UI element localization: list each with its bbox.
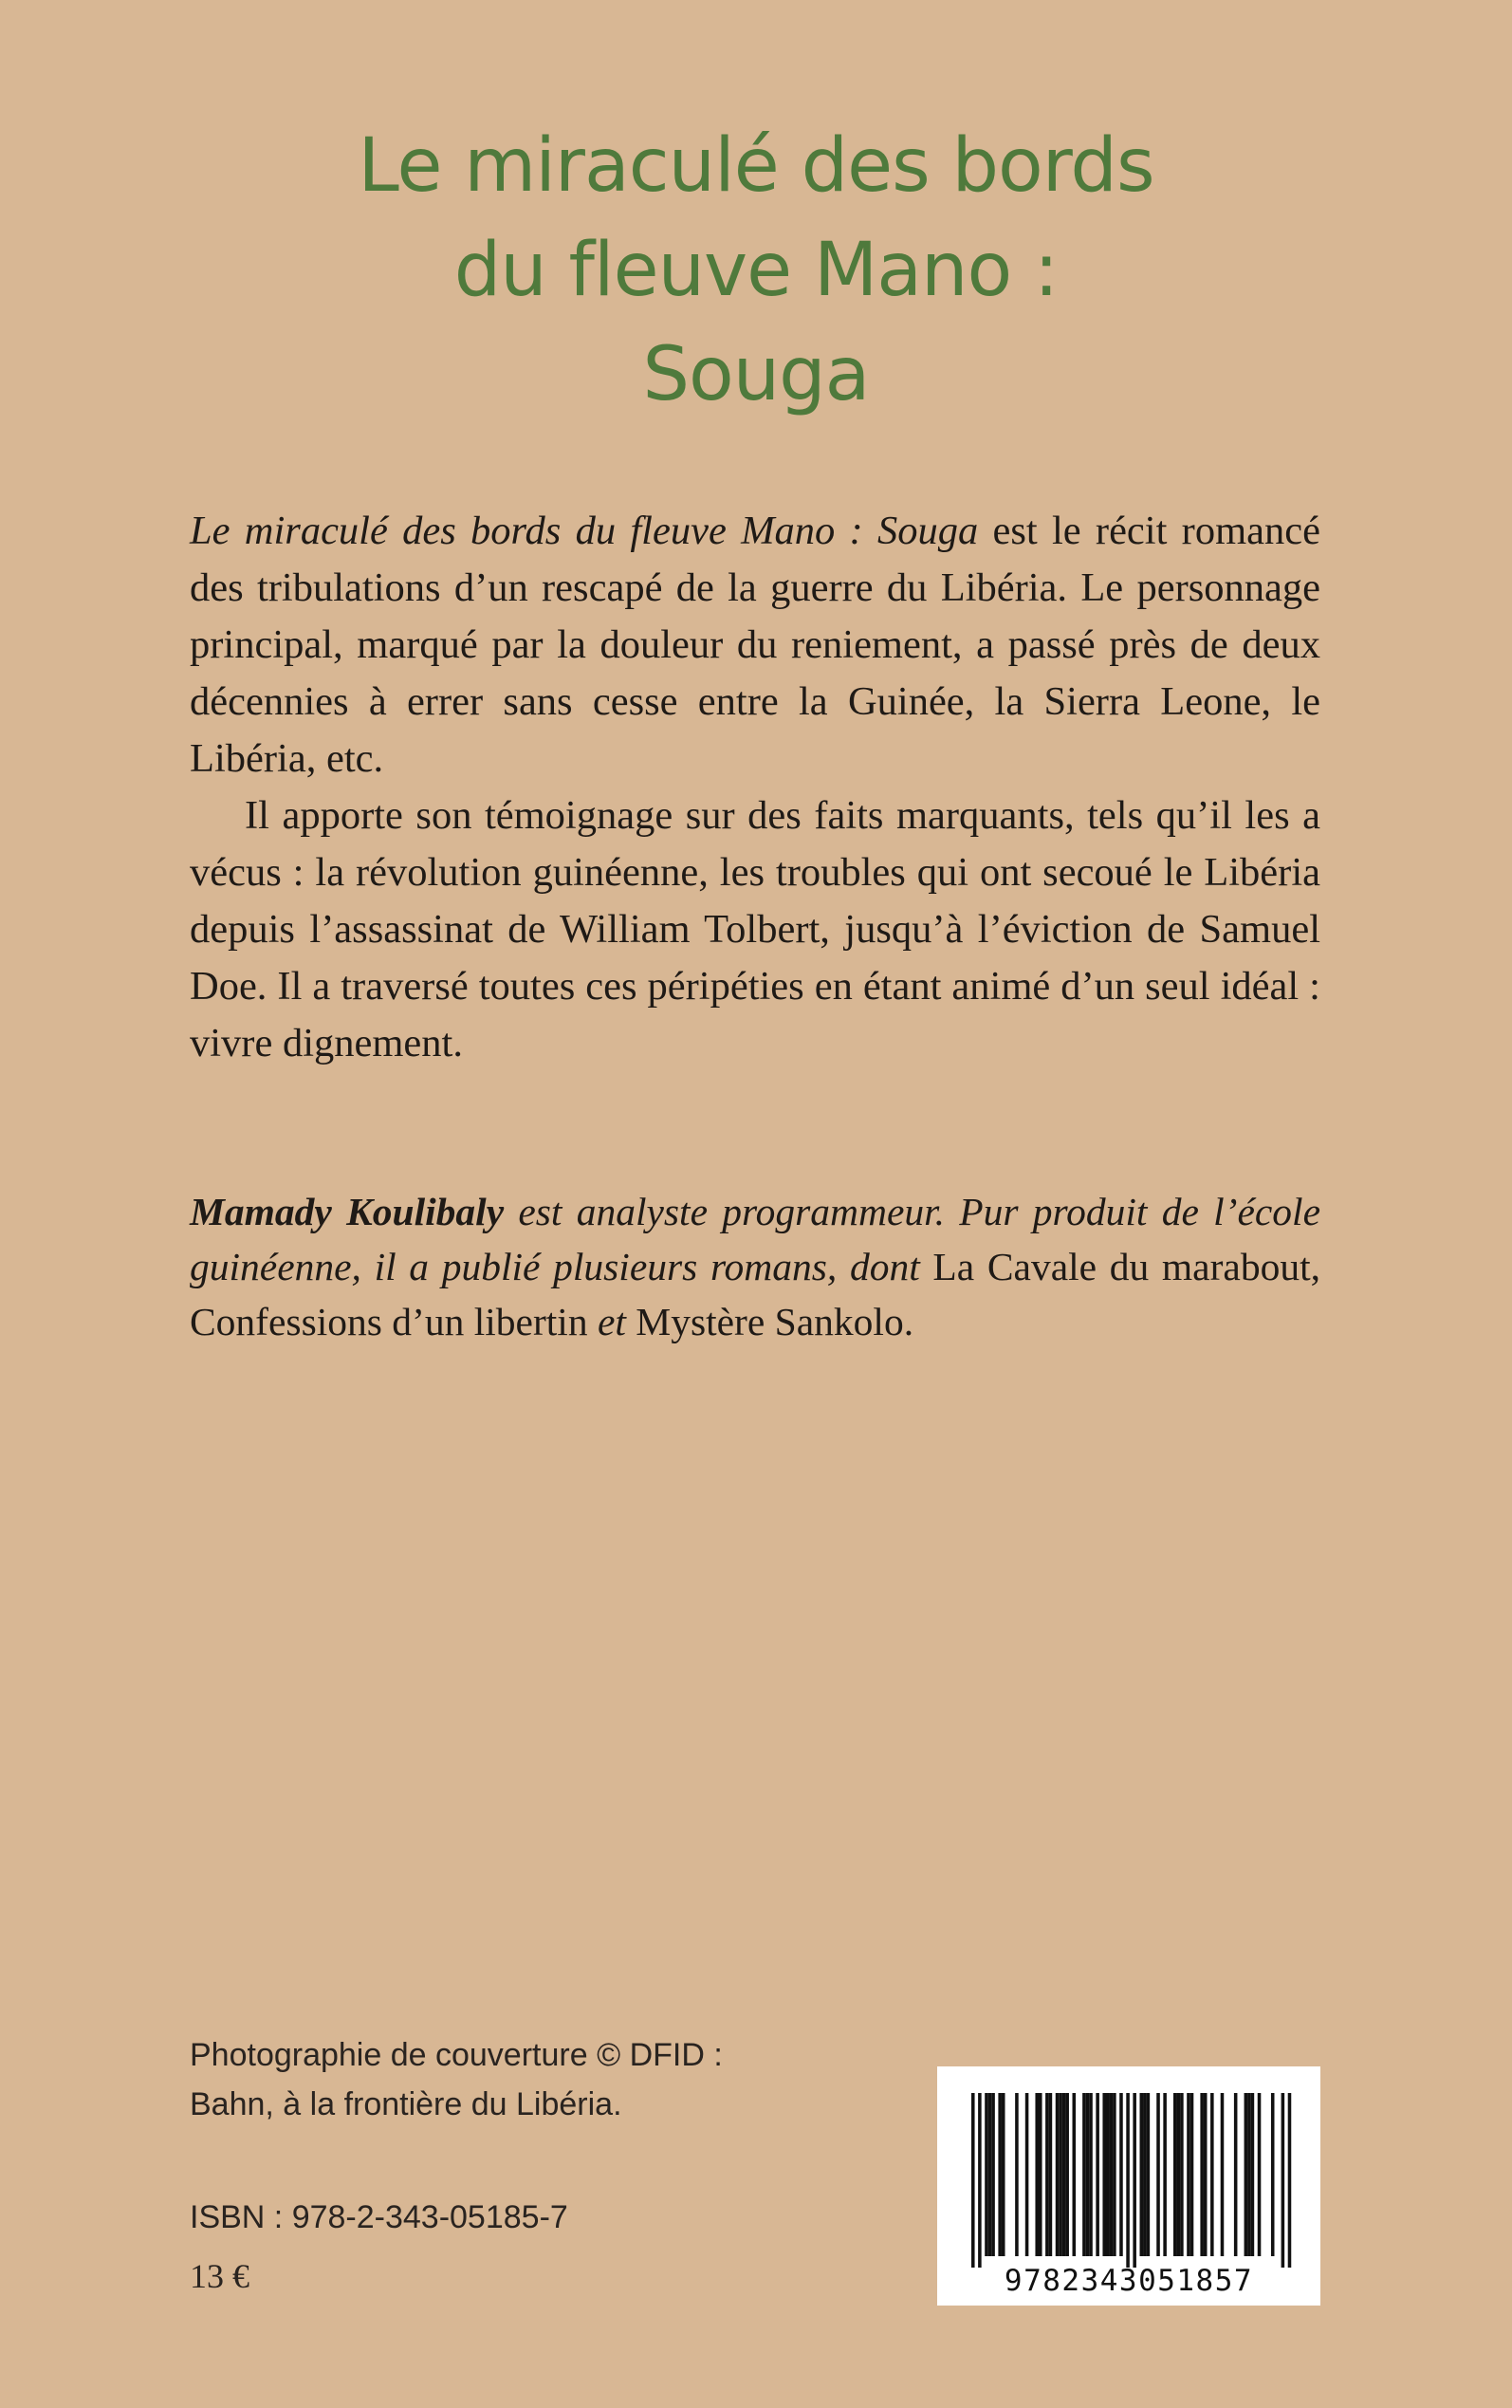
barcode-bar xyxy=(1089,2093,1093,2256)
barcode-bar xyxy=(1204,2093,1208,2256)
barcode-bar xyxy=(1282,2093,1285,2268)
barcode-bar xyxy=(1035,2093,1039,2256)
barcode-bar xyxy=(971,2093,975,2268)
barcode-bar xyxy=(988,2093,992,2256)
barcode-bar xyxy=(1039,2093,1042,2256)
synopsis-title-ref: Le miraculé des bords du fleuve Mano : Souga xyxy=(190,509,979,553)
barcode-bar xyxy=(1173,2093,1177,2256)
barcode-bar xyxy=(991,2093,995,2256)
barcode-bar xyxy=(1056,2093,1060,2256)
barcode-bar xyxy=(1025,2093,1029,2256)
barcode-bar xyxy=(1015,2093,1019,2256)
photo-credit-line-2: Bahn, à la frontière du Libéria. xyxy=(190,2086,622,2122)
barcode-bar xyxy=(1126,2093,1130,2268)
synopsis-p1-text: est le récit romancé des tribulations d’un rescapé de la guerre du Libéria. Le personnage principal, marqué par la douleur du reniement, a passé près de deux décennies à errer sans cesse entre la Guinée, la Sierra Leone, le Libéria, etc. xyxy=(190,509,1320,781)
author-end: . xyxy=(903,1300,914,1343)
author-name: Mamady Koulibaly xyxy=(190,1190,505,1233)
author-conj: et xyxy=(587,1300,636,1343)
barcode-bar xyxy=(1082,2093,1086,2256)
barcode-graphic xyxy=(937,2066,1320,2306)
barcode-bar xyxy=(1187,2093,1190,2256)
barcode-bar xyxy=(1177,2093,1181,2256)
barcode-bar xyxy=(1221,2093,1225,2256)
barcode-bar xyxy=(1234,2093,1238,2256)
barcode-bar xyxy=(998,2093,1002,2256)
barcode-bar xyxy=(1102,2093,1106,2256)
isbn: ISBN : 978-2-343-05185-7 xyxy=(190,2199,568,2235)
title-line-2: du fleuve Mano : xyxy=(453,228,1059,313)
barcode-bar xyxy=(1113,2093,1116,2256)
barcode-bar xyxy=(1119,2093,1123,2256)
barcode-bar xyxy=(1140,2093,1144,2256)
barcode-bar xyxy=(1288,2093,1292,2268)
author-book-1: La Cavale du marabout, Confessions d’un libertin xyxy=(190,1245,1320,1343)
barcode-bar xyxy=(1190,2093,1194,2256)
barcode-digits: 9782343051857 xyxy=(1004,2264,1254,2298)
author-bio-paragraph xyxy=(190,1184,1320,1349)
synopsis xyxy=(190,503,1320,1072)
barcode-bar xyxy=(1163,2093,1167,2256)
title-line-1: Le miraculé des bords xyxy=(358,123,1154,209)
barcode-bar xyxy=(1062,2093,1066,2256)
barcode-bar xyxy=(1049,2093,1053,2256)
barcode-bar xyxy=(1045,2093,1049,2256)
barcode-bar xyxy=(978,2093,982,2268)
barcode-bar xyxy=(1258,2093,1262,2256)
author-book-2: Mystère Sankolo xyxy=(636,1300,904,1343)
barcode-bar xyxy=(1271,2093,1275,2256)
barcode-bar xyxy=(985,2093,988,2256)
barcode-bar xyxy=(1073,2093,1077,2256)
author-intro: est analyste programmeur. Pur produit de l’école guinéenne, il a publié plusieurs romans, dont xyxy=(190,1190,1320,1288)
barcode xyxy=(937,2066,1320,2306)
barcode-bar xyxy=(1245,2093,1248,2256)
book-title xyxy=(237,114,1275,427)
title-line-3: Souga xyxy=(642,332,870,417)
barcode-bar xyxy=(1147,2093,1151,2256)
synopsis-paragraph-1 xyxy=(190,503,1320,787)
author-bio xyxy=(190,1184,1320,1349)
barcode-bar xyxy=(1143,2093,1147,2256)
photo-credit-line-1: Photographie de couverture © DFID : xyxy=(190,2037,723,2073)
barcode-bar xyxy=(1002,2093,1005,2256)
synopsis-paragraph-2: Il apporte son témoignage sur des faits marquants, tels qu’il les a vécus : la révolution guinéenne, les troubles qui ont secoué le Libéria depuis l’assassinat de William Tolbert, jusqu’à l’éviction de Samuel Doe. Il a traversé toutes ces péripéties en étant animé d’un seul idéal : vivre dignement. xyxy=(190,793,1320,1065)
photo-credit xyxy=(190,2030,723,2129)
barcode-bar xyxy=(1210,2093,1214,2256)
barcode-bar xyxy=(1059,2093,1062,2256)
barcode-bar xyxy=(1247,2093,1251,2256)
barcode-bar xyxy=(1251,2093,1255,2256)
barcode-bar xyxy=(1156,2093,1160,2256)
barcode-bar xyxy=(1065,2093,1069,2256)
barcode-bar xyxy=(1106,2093,1110,2256)
barcode-bar xyxy=(1200,2093,1204,2256)
barcode-bar xyxy=(1110,2093,1114,2256)
barcode-bar xyxy=(1086,2093,1090,2256)
barcode-bar xyxy=(1133,2093,1136,2268)
barcode-bar xyxy=(1096,2093,1099,2256)
price: 13 € xyxy=(190,2257,249,2295)
barcode-bar xyxy=(1180,2093,1184,2256)
